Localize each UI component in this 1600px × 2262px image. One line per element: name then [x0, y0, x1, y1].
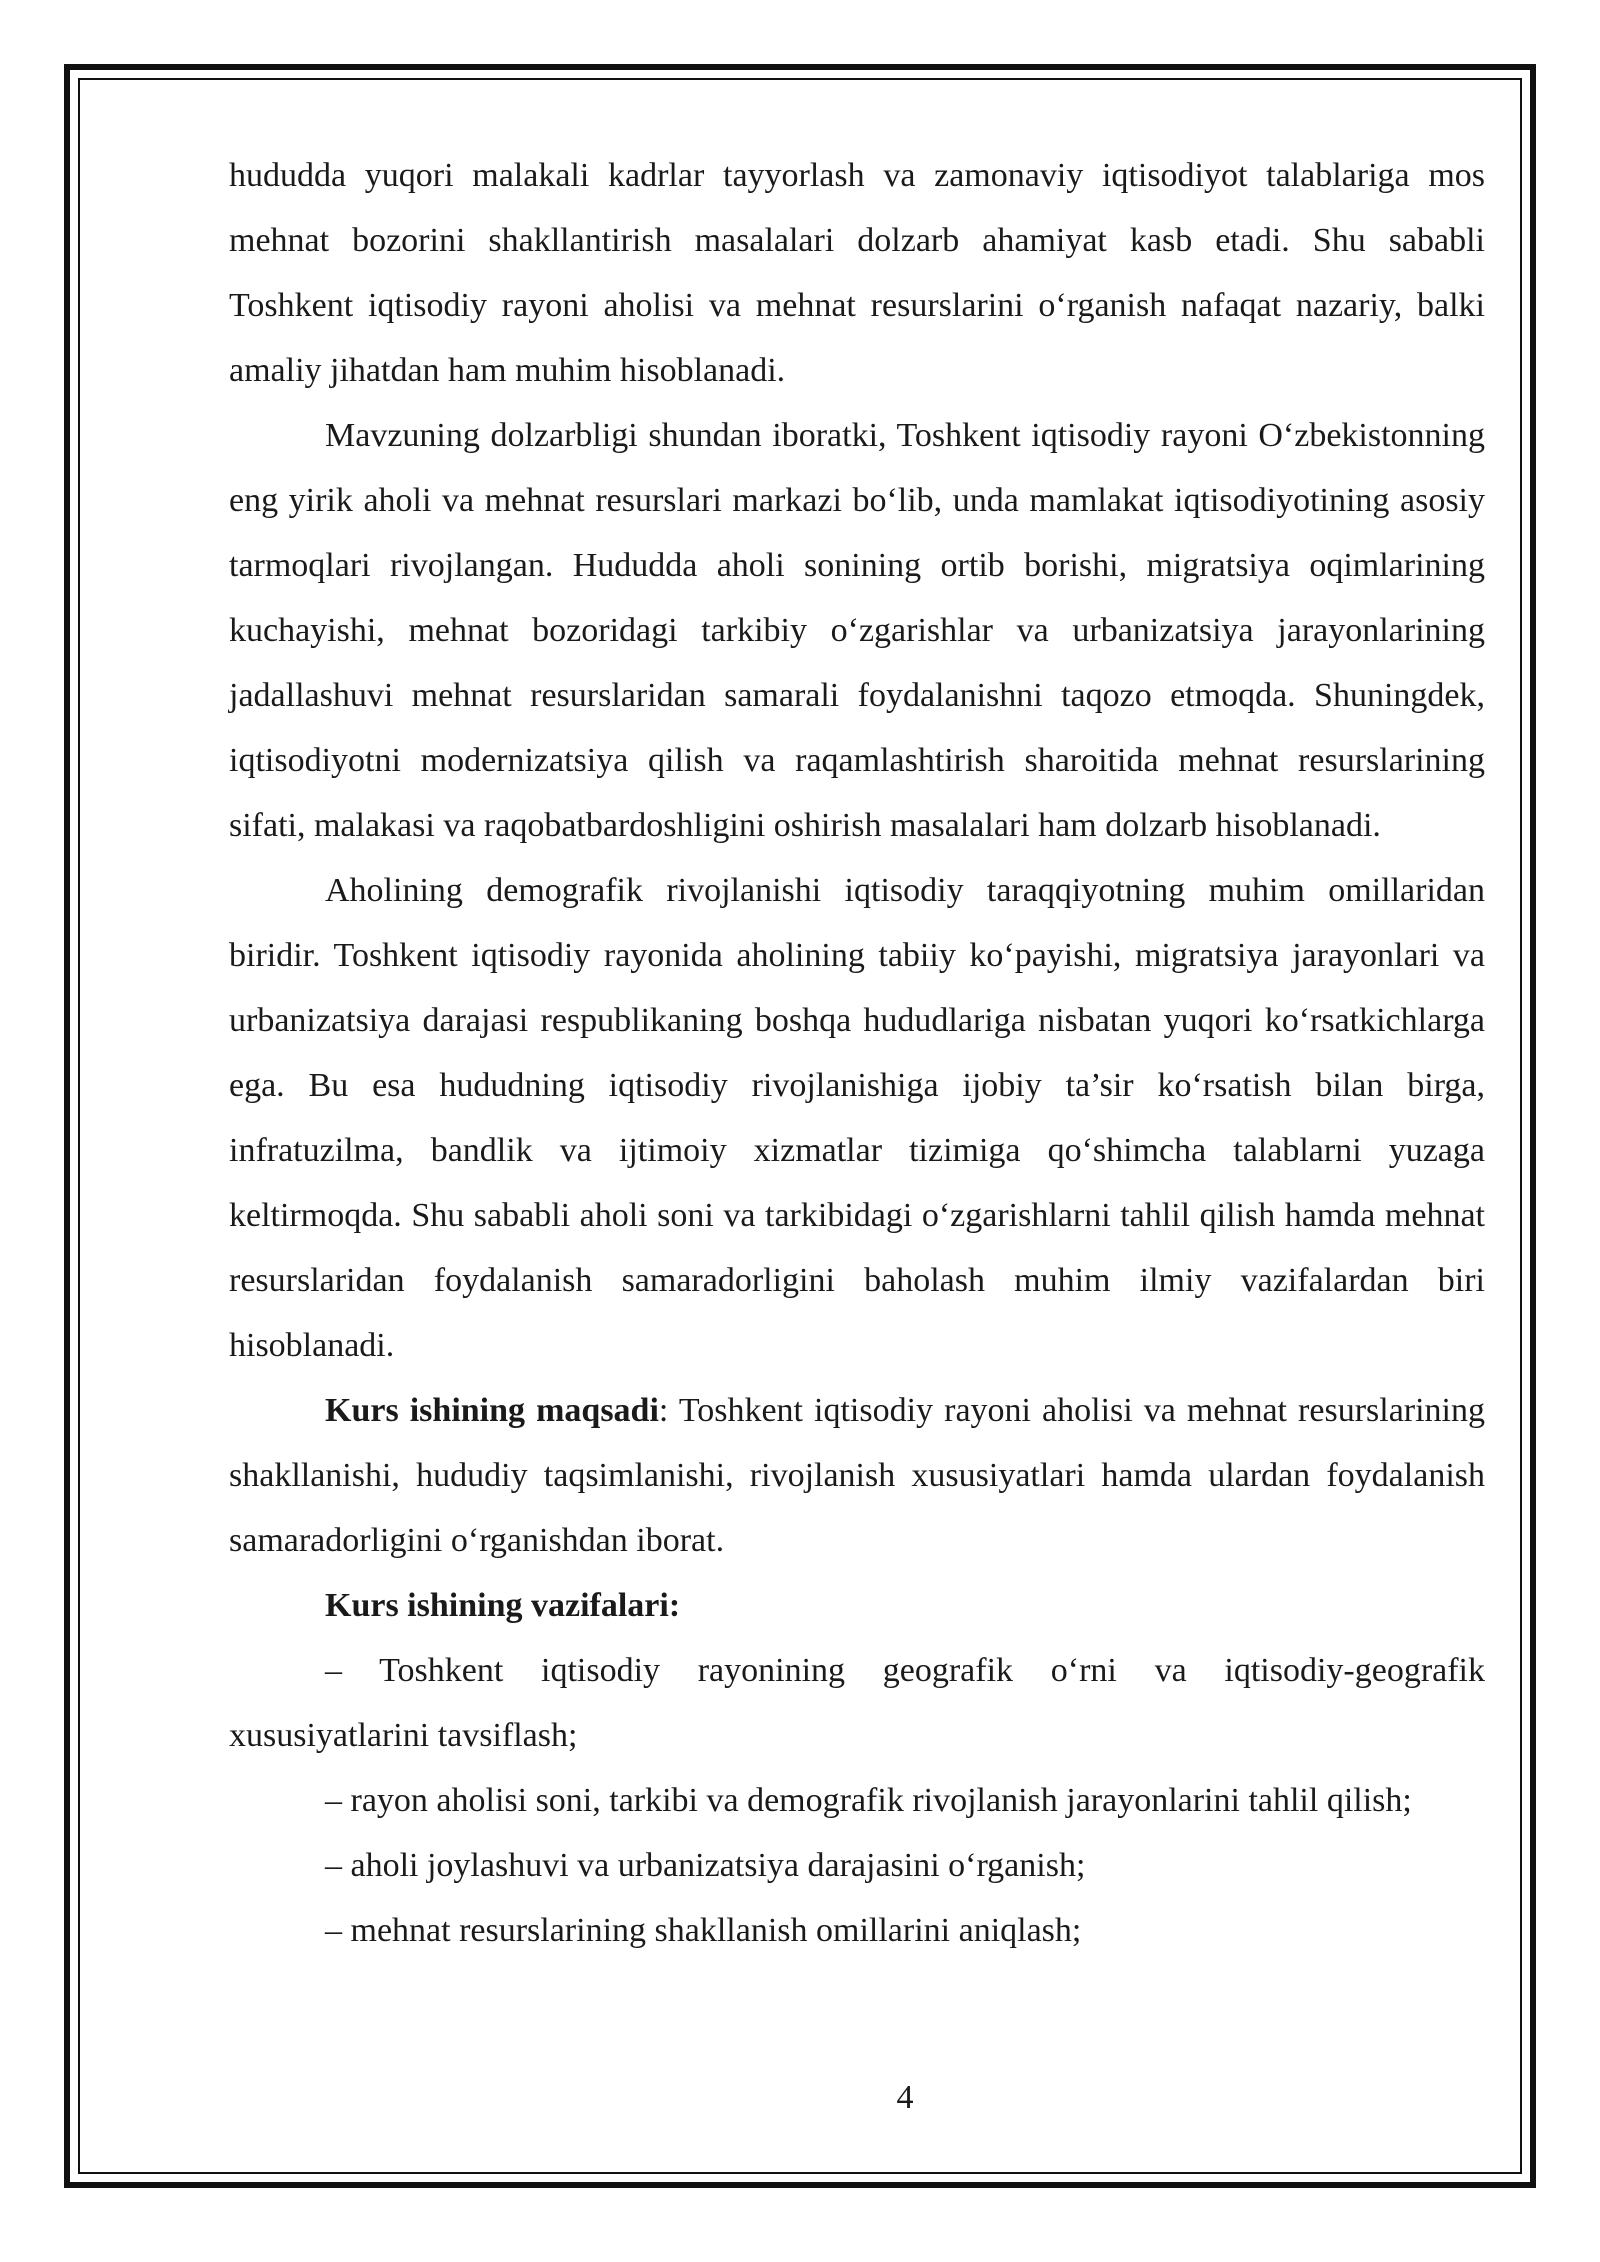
task-item: [229, 1898, 1485, 1963]
task-item: [229, 1833, 1485, 1898]
paragraph-text: Aholining demografik rivojlanishi iqtisodiy taraqqiyotning muhim omillaridan biridir. Toshkent iqtisodiy rayonida aholining tabiiy ko‘payishi, migratsiya jarayonlari va urbanizatsiya darajasi respublikaning boshqa hududlariga nisbatan yuqori ko‘rsatkichlarga ega. Bu esa hududning iqtisodiy rivojlanishiga ijobiy ta’sir ko‘rsatish bilan birga, infratuzilma, bandlik va ijtimoiy xizmatlar tizimiga qo‘shimcha talablarni yuzaga keltirmoqda. Shu sababli aholi soni va tarkibidagi o‘zgarishlarni tahlil qilish hamda mehnat resurslaridan foydalanish samaradorligini baholash muhim ilmiy vazifalardan biri hisoblanadi.: [229, 872, 1485, 1364]
paragraph-demography: [229, 858, 1485, 1378]
task-item: [229, 1768, 1485, 1833]
paragraph-relevance: [229, 403, 1485, 858]
task-text: – mehnat resurslarining shakllanish omillarini aniqlash;: [325, 1912, 1082, 1949]
paragraph-tasks-heading: [229, 1573, 1485, 1638]
task-text: – rayon aholisi soni, tarkibi va demografik rivojlanish jarayonlarini tahlil qilish;: [325, 1782, 1412, 1819]
document-body: [229, 143, 1485, 1963]
paragraph-text: Mavzuning dolzarbligi shundan iboratki, Toshkent iqtisodiy rayoni O‘zbekistonning eng yirik aholi va mehnat resurslari markazi bo‘lib, unda mamlakat iqtisodiyotining asosiy tarmoqlari rivojlangan. Hududda aholi sonining ortib borishi, migratsiya oqimlarining kuchayishi, mehnat bozoridagi tarkibiy o‘zgarishlar va urbanizatsiya jarayonlarining jadallashuvi mehnat resurslaridan samarali foydalanishni taqozo etmoqda. Shuningdek, iqtisodiyotni modernizatsiya qilish va raqamlashtirish sharoitida mehnat resurslarining sifati, malakasi va raqobatbardoshligini oshirish masalalari ham dolzarb hisoblanadi.: [229, 417, 1485, 844]
task-item: [229, 1638, 1485, 1768]
goal-heading: Kurs ishining maqsadi: [325, 1392, 659, 1429]
paragraph-goal: [229, 1378, 1485, 1573]
task-text: – aholi joylashuvi va urbanizatsiya darajasini o‘rganish;: [325, 1847, 1086, 1884]
tasks-heading: Kurs ishining vazifalari:: [325, 1587, 681, 1624]
paragraph-text: : Toshkent iqtisodiy rayoni aholisi va mehnat resurslarining shakllanishi, hududiy taqsimlanishi, rivojlanish xususiyatlari hamda ulardan foydalanish samaradorligini o‘rganishdan iborat.: [229, 1392, 1485, 1559]
task-text: – Toshkent iqtisodiy rayonining geografik o‘rni va iqtisodiy-geografik xususiyatlarini tavsiflash;: [229, 1652, 1485, 1754]
paragraph-intro-continuation: [229, 143, 1485, 403]
paragraph-text: hududda yuqori malakali kadrlar tayyorlash va zamonaviy iqtisodiyot talablariga mos mehnat bozorini shakllantirish masalalari dolzarb ahamiyat kasb etadi. Shu sababli Toshkent iqtisodiy rayoni aholisi va mehnat resurslarini o‘rganish nafaqat nazariy, balki amaliy jihatdan ham muhim hisoblanadi.: [229, 157, 1485, 389]
page-number: 4: [896, 2079, 914, 2116]
